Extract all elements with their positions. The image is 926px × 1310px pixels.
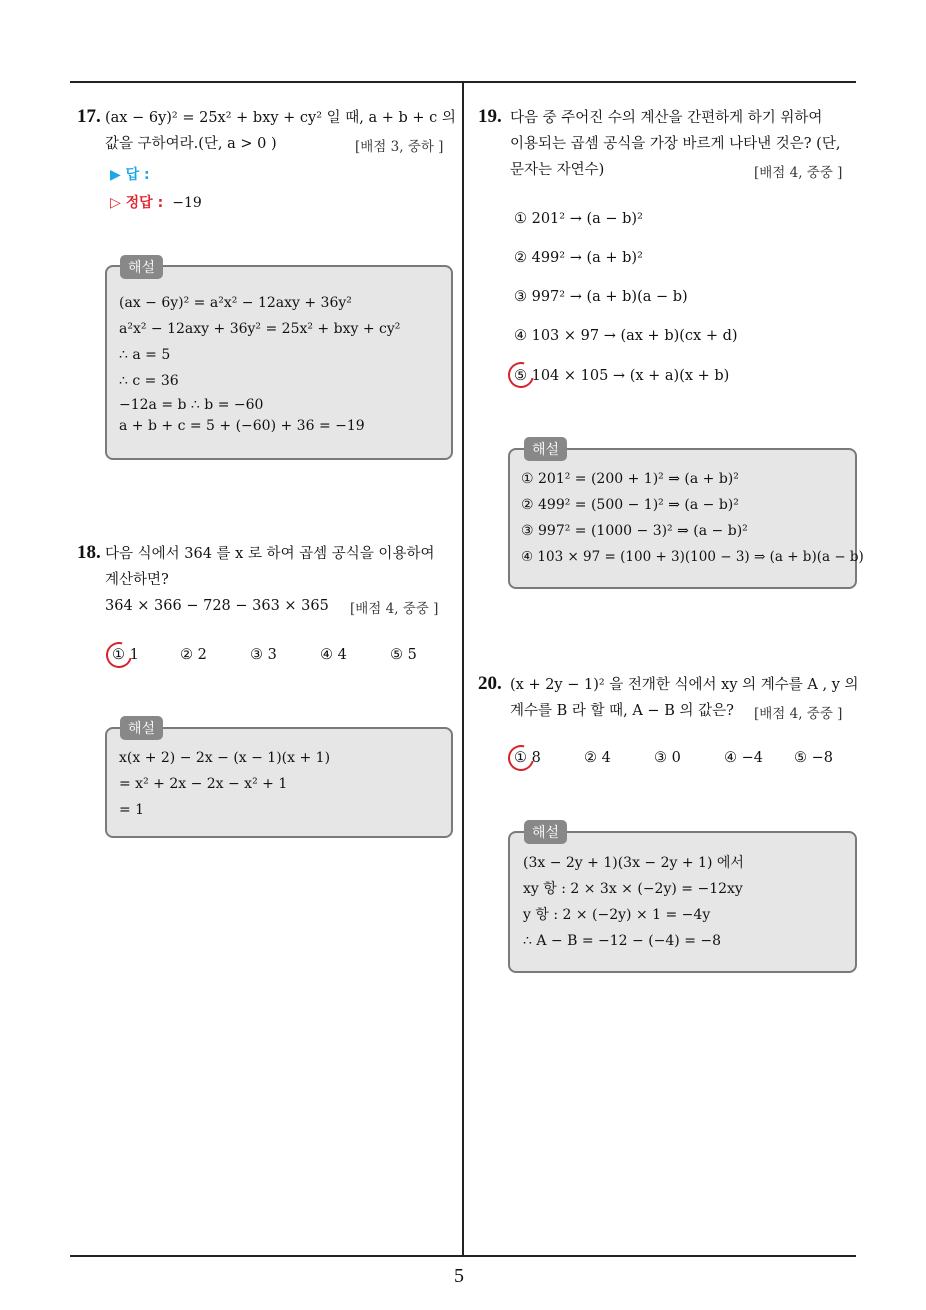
- choice-1[interactable]: ① 8: [514, 750, 541, 766]
- question-number: 18.: [77, 542, 101, 563]
- choice-3[interactable]: ③ 997² → (a + b)(a − b): [514, 289, 688, 305]
- question-number: 17.: [77, 106, 101, 127]
- correct-answer: [110, 192, 202, 212]
- explanation-lines: [119, 745, 330, 823]
- explanation-line: = x² + 2x − 2x − x² + 1: [119, 776, 288, 792]
- question-text-line: 계수를 B 라 할 때, A − B 의 값은?: [510, 703, 734, 719]
- score-label: [배점 4, 중중 ]: [754, 165, 843, 181]
- choice-5[interactable]: ⑤ 104 × 105 → (x + a)(x + b): [514, 368, 730, 384]
- question-text-line: 계산하면?: [105, 572, 169, 588]
- bottom-rule: [70, 1255, 856, 1257]
- explanation-line: ∴ a = 5: [119, 347, 171, 363]
- choice-2[interactable]: ② 4: [584, 750, 611, 766]
- explanation-lines: [523, 850, 744, 954]
- page-number: 5: [454, 1265, 464, 1287]
- column-divider: [462, 83, 464, 1256]
- question-number: 19.: [478, 106, 502, 127]
- explanation-line: (ax − 6y)² = a²x² − 12axy + 36y²: [119, 295, 352, 311]
- choice-5[interactable]: ⑤ 5: [390, 647, 417, 663]
- question-text-line: 다음 중 주어진 수의 계산을 간편하게 하기 위하여: [510, 110, 823, 126]
- question-text-line: 이용되는 곱셈 공식을 가장 바르게 나타낸 것은? (단,: [510, 136, 841, 152]
- question-text-line: 값을 구하여라.(단, a > 0 ): [105, 136, 277, 152]
- explanation-line: ④ 103 × 97 = (100 + 3)(100 − 3) ⇒ (a + b)(a − b): [521, 549, 864, 565]
- explanation-line: ∴ c = 36: [119, 373, 179, 389]
- question-text-line: (ax − 6y)² = 25x² + bxy + cy² 일 때, a + b + c 의: [105, 110, 456, 126]
- selected-answer-mark: [503, 357, 539, 393]
- explanation-lines: [119, 290, 400, 436]
- explanation-line: ∴ A − B = −12 − (−4) = −8: [523, 933, 722, 949]
- choice-5[interactable]: ⑤ −8: [794, 750, 833, 766]
- explanation-line: = 1: [119, 802, 145, 818]
- choice-2[interactable]: ② 499² → (a + b)²: [514, 250, 643, 266]
- choice-4[interactable]: ④ 103 × 97 → (ax + b)(cx + d): [514, 328, 738, 344]
- explanation-title: 해설: [120, 255, 163, 279]
- explanation-line: −12a = b ∴ b = −60: [119, 397, 264, 413]
- choice-3[interactable]: ③ 0: [654, 750, 681, 766]
- score-label: [배점 4, 중중 ]: [754, 706, 843, 722]
- explanation-line: ③ 997² = (1000 − 3)² ⇒ (a − b)²: [521, 523, 748, 539]
- choice-4[interactable]: ④ 4: [320, 647, 347, 663]
- explanation-line: y 항 : 2 × (−2y) × 1 = −4y: [523, 907, 711, 923]
- question-text-line: 다음 식에서 364 를 x 로 하여 곱셈 공식을 이용하여: [105, 546, 435, 562]
- question-text-line: 문자는 자연수): [510, 162, 605, 178]
- correct-value: −19: [172, 195, 202, 211]
- choice-1[interactable]: ① 201² → (a − b)²: [514, 211, 643, 227]
- choice-1[interactable]: ① 1: [112, 647, 139, 663]
- explanation-lines: [521, 466, 864, 570]
- explanation-title: 해설: [524, 437, 567, 461]
- question-expression: 364 × 366 − 728 − 363 × 365: [105, 598, 329, 614]
- explanation-line: ① 201² = (200 + 1)² ⇒ (a + b)²: [521, 471, 739, 487]
- explanation-title: 해설: [524, 820, 567, 844]
- explanation-title: 해설: [120, 716, 163, 740]
- answer-label: ▶ 답 :: [110, 167, 150, 183]
- choice-2[interactable]: ② 2: [180, 647, 207, 663]
- explanation-line: ② 499² = (500 − 1)² ⇒ (a − b)²: [521, 497, 739, 513]
- explanation-line: (3x − 2y + 1)(3x − 2y + 1) 에서: [523, 855, 744, 871]
- choice-4[interactable]: ④ −4: [724, 750, 763, 766]
- score-label: [배점 3, 중하 ]: [355, 139, 444, 155]
- correct-label: ▷ 정답 :: [110, 195, 164, 211]
- question-number: 20.: [478, 673, 502, 694]
- explanation-line: a + b + c = 5 + (−60) + 36 = −19: [119, 418, 365, 434]
- score-label: [배점 4, 중중 ]: [350, 601, 439, 617]
- explanation-line: a²x² − 12axy + 36y² = 25x² + bxy + cy²: [119, 321, 401, 337]
- question-text-line: (x + 2y − 1)² 을 전개한 식에서 xy 의 계수를 A , y 의: [510, 677, 859, 693]
- choice-3[interactable]: ③ 3: [250, 647, 277, 663]
- explanation-line: xy 항 : 2 × 3x × (−2y) = −12xy: [523, 881, 743, 897]
- explanation-line: x(x + 2) − 2x − (x − 1)(x + 1): [119, 750, 331, 766]
